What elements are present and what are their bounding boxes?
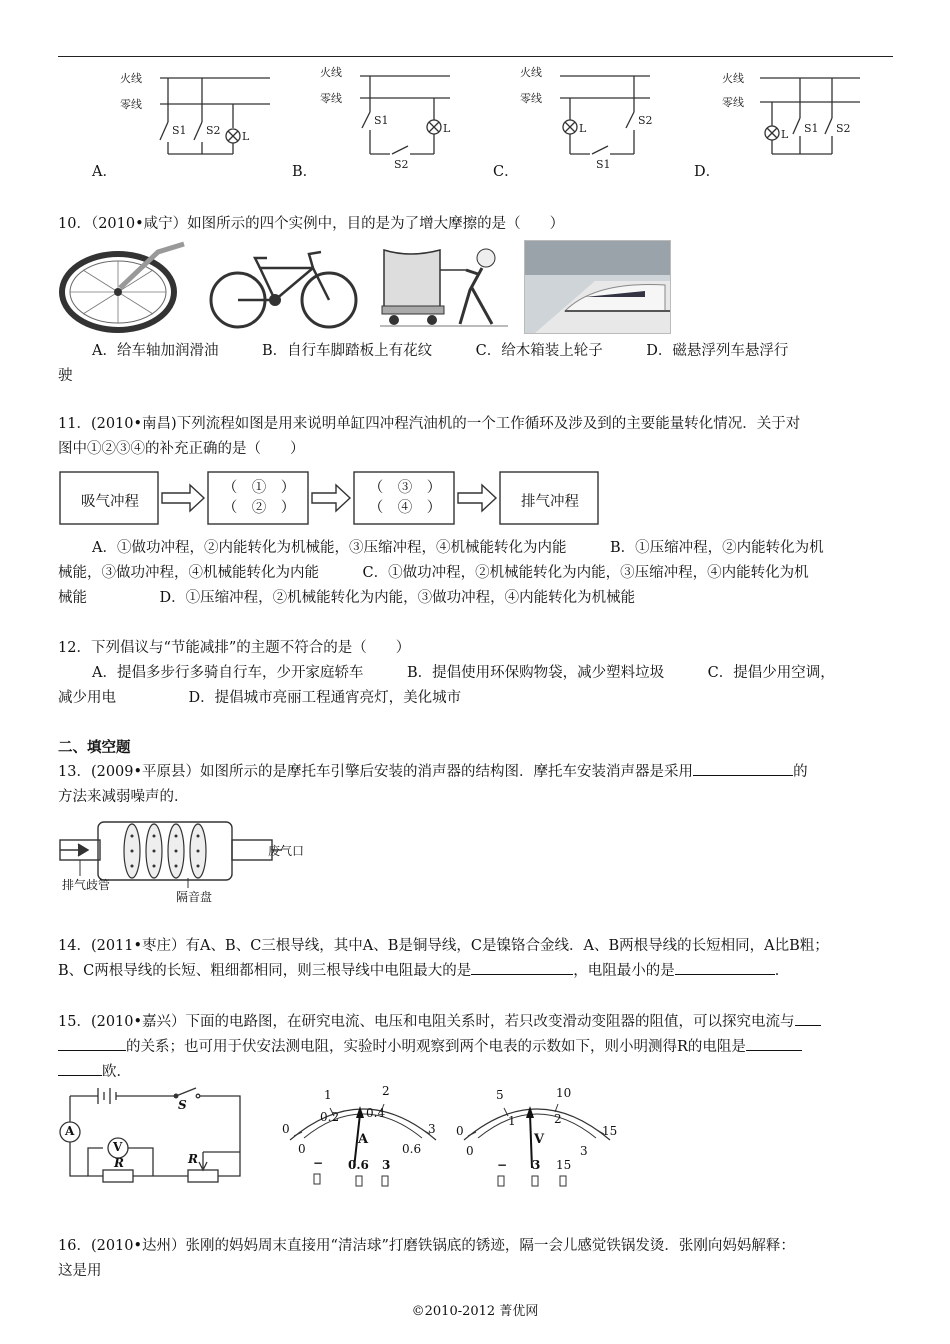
ammeter-inner-1: 0.2 [320,1110,340,1124]
muffler-diagram [58,816,308,906]
q14-blank-max[interactable] [471,960,573,975]
voltmeter-inner-1: 1 [508,1114,516,1128]
live-label: 火线 [722,72,744,85]
box-cart-image [380,240,508,334]
q14-line2-a: B、C两根导线的长短、粗细都相同，则三根导线中电阻最大的是 [58,963,472,979]
q13-stem-cont: 方法来减弱噪声的． [58,789,189,805]
voltmeter-terminal-neg: − [497,1158,508,1172]
ammeter-outer-0: 0 [282,1122,290,1136]
voltmeter-inner-0: 0 [466,1144,474,1158]
s1-label: S1 [172,124,187,137]
neutral-label: 零线 [120,98,142,111]
live-label: 火线 [520,66,542,79]
q15-line3 [58,1060,893,1085]
s2-label: S2 [638,114,653,127]
q9-option-a: A． [92,164,117,180]
q14-blank-min[interactable] [675,960,775,975]
q15-blank-2a[interactable] [746,1036,802,1051]
lamp-label: L [443,122,451,135]
ammeter-terminal-3: 3 [382,1158,391,1172]
q16-line2: 这是用 [58,1263,102,1279]
ammeter-dial [278,1084,448,1194]
flow-box-3-bottom: （ ④ ） [368,500,442,516]
ammeter-outer-1: 1 [324,1088,332,1102]
s2-label: S2 [206,124,221,137]
exhaust-port-label: 废气口 [268,844,305,858]
ammeter-outer-3: 3 [428,1122,436,1136]
neutral-label: 零线 [320,92,342,105]
rheostat-label: R [188,1152,198,1166]
q15-circuit [58,1086,248,1186]
s2-label: S2 [836,122,851,135]
lamp-label: L [781,128,789,141]
sound-disc-label: 隔音盘 [176,890,213,904]
q11-options-1: A．①做功冲程，②内能转化为机械能，③压缩冲程，④机械能转化为内能 B．①压缩冲程，②内能转化为机 [92,540,824,556]
q15-blank-1a[interactable] [795,1011,821,1026]
q9-circuits-svg [60,62,900,182]
q12-stem: 12．下列倡议与“节能减排”的主题不符合的是（ ） [58,640,411,656]
q14-line2-b: ，电阻最小的是 [573,963,675,979]
bicycle-image [205,240,362,334]
q14-line1: 14．(2011•枣庄）有A、B、C三根导线，其中A、B是铜导线，C是镍铬合金线．A、B两根导线的长短相同，A比B粗； [58,938,829,954]
q9-option-b: B． [292,164,318,180]
q11-options-3: 械能 D．①压缩冲程，②机械能转化为内能，③做功冲程，④内能转化为机械能 [58,590,636,606]
maglev-train-image [524,240,671,334]
voltmeter-terminal-15: 15 [556,1158,572,1172]
flow-box-3-top: （ ③ ） [368,480,442,496]
s2-label: S2 [394,158,409,171]
ammeter-symbol-dial: A [358,1132,369,1147]
switch-label: S [178,1098,187,1112]
q15-blank-2b[interactable] [58,1061,102,1076]
ammeter-inner-0: 0 [298,1142,306,1156]
q13-stem-a: 13．(2009•平原县）如图所示的是摩托车引擎后安装的消声器的结构图．摩托车安装消声器是采用 [58,764,694,780]
flow-box-2-top: （ ① ） [222,480,296,496]
voltmeter-symbol-dial: V [534,1132,545,1147]
ammeter-symbol: A [65,1124,75,1138]
voltmeter-inner-2: 2 [554,1112,562,1126]
ammeter-terminal-neg: − [313,1156,324,1170]
q10-stem: 10．（2010•咸宁）如图所示的四个实例中，目的是为了增大摩擦的是（ ） [58,216,565,232]
lamp-label: L [242,130,250,143]
q9-circuit-figures [60,62,900,182]
voltmeter-symbol: V [113,1140,123,1154]
q14-line2-c: ． [774,963,790,979]
s1-label: S1 [596,158,611,171]
voltmeter-outer-0: 0 [456,1124,464,1138]
live-label: 火线 [120,72,142,85]
stroke-flowchart [58,468,603,530]
lamp-label: L [579,122,587,135]
ammeter-outer-2: 2 [382,1084,390,1098]
q12-options-2: 减少用电 D．提倡城市亮丽工程通宵亮灯，美化城市 [58,690,462,706]
voltmeter-outer-5: 5 [496,1088,504,1102]
q10-options-cont: 驶 [58,368,73,384]
exhaust-pipe-label: 排气歧管 [62,878,111,892]
voltmeter-dial [452,1084,624,1194]
q15-line1 [58,1010,893,1035]
q9-option-d: D． [694,164,721,180]
q15-line2 [58,1035,893,1060]
q10-options: A．给车轴加润滑油 B．自行车脚踏板上有花纹 C．给木箱装上轮子 D．磁悬浮列车悬浮行 [92,343,789,359]
voltmeter-inner-3: 3 [580,1144,588,1158]
q15-line3-text: 欧． [102,1064,131,1080]
q11-options-2: 械能，③做功冲程，④机械能转化为内能 C．①做功冲程，②机械能转化为内能，③压缩冲程，④内能转化为机 [58,565,809,581]
resistor-label: R [114,1156,124,1170]
q9-option-c: C． [493,164,519,180]
header-rule [58,56,893,57]
q15-blank-1b[interactable] [58,1036,126,1051]
q15-line1-text: 15．(2010•嘉兴）下面的电路图，在研究电流、电压和电阻关系时，若只改变滑动变阻器的阻值，可以探究电流与 [58,1014,795,1030]
q13-stem [58,760,893,785]
q11-stem-cont: 图中①②③④的补充正确的是（ ） [58,441,305,457]
flow-box-intake: 吸气冲程 [81,494,139,510]
ammeter-inner-3: 0.6 [402,1142,422,1156]
voltmeter-outer-15: 15 [602,1124,618,1138]
ammeter-inner-2: 0.4 [366,1106,386,1120]
voltmeter-terminal-3: 3 [532,1158,541,1172]
wheel-image [58,240,186,334]
q16-line1: 16．(2010•达州）张刚的妈妈周末直接用“清洁球”打磨铁锅底的锈迹，隔一会儿感觉铁锅发烫．张刚向妈妈解释： [58,1238,795,1254]
q11-stem: 11．(2010•南昌)下列流程如图是用来说明单缸四冲程汽油机的一个工作循环及涉及到的主要能量转化情况．关于对 [58,416,801,432]
ammeter-terminal-06: 0.6 [348,1158,369,1172]
neutral-label: 零线 [722,96,744,109]
voltmeter-outer-10: 10 [556,1086,572,1100]
q14-line2 [58,959,893,984]
neutral-label: 零线 [520,92,542,105]
q12-options-1: A．提倡多步行多骑自行车，少开家庭轿车 B．提倡使用环保购物袋，减少塑料垃圾 C．提倡少用空调， [92,665,835,681]
q13-blank[interactable] [693,761,793,776]
live-label: 火线 [320,66,342,79]
s1-label: S1 [804,122,819,135]
section-title-fill-blank: 二、填空题 [58,740,131,756]
flow-box-2-bottom: （ ② ） [222,500,296,516]
flow-box-exhaust: 排气冲程 [521,494,579,510]
q15-line2-text: 的关系；也可用于伏安法测电阻，实验时小明观察到两个电表的示数如下，则小明测得R的电阻是 [126,1039,746,1055]
s1-label: S1 [374,114,389,127]
page-footer: ©2010-2012 菁优网 [411,1304,539,1319]
q13-stem-b: 的 [793,764,808,780]
